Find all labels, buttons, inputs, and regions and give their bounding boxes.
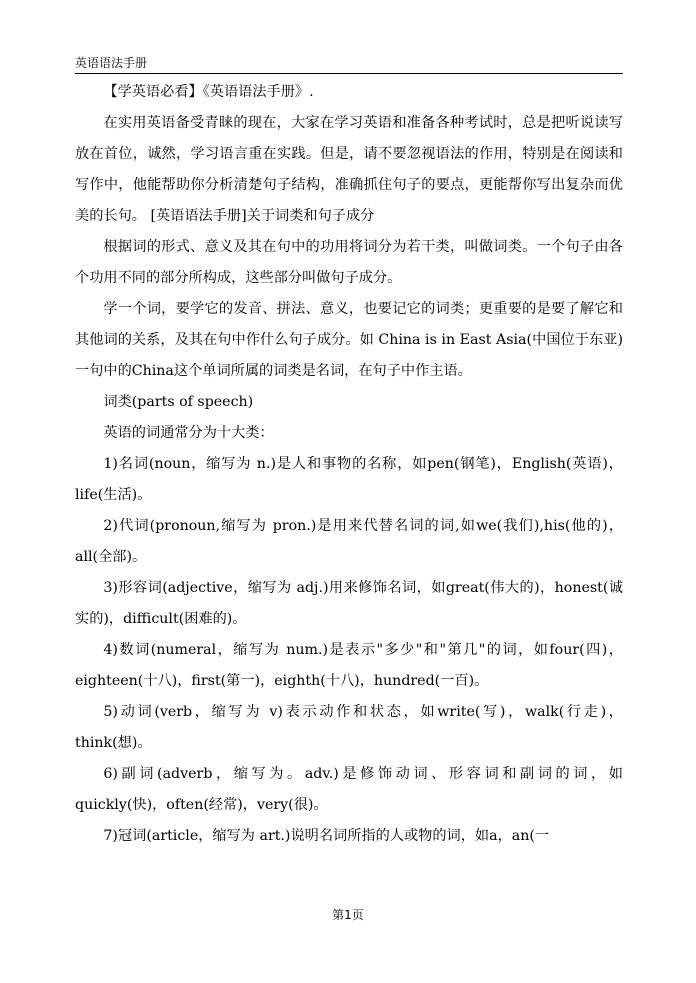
- list-item-adjective: 3)形容词(adjective，缩写为 adj.)用来修饰名词，如great(伟大的)，honest(诚实的)，difficult(困难的)。: [75, 580, 623, 627]
- body-text: [75, 77, 623, 852]
- list-item-verb: 5)动词(verb，缩写为 v)表示动作和状态，如write(写)，walk(行走)，think(想)。: [75, 704, 623, 751]
- paragraph-ten-classes: 英语的词通常分为十大类：: [103, 425, 274, 441]
- list-item-adverb: 6)副词(adverb，缩写为。adv.)是修饰动词、形容词和副词的词，如quickly(快)，often(经常)，very(很)。: [75, 766, 623, 813]
- list-item-pronoun: 2)代词(pronoun,缩写为 pron.)是用来代替名词的词,如we(我们),his(他的)，all(全部)。: [75, 518, 623, 565]
- page-number: 第1页: [332, 908, 364, 922]
- paragraph-word-classes: 根据词的形式、意义及其在句中的功用将词分为若干类，叫做词类。一个句子由各个功用不同的部分所构成，这些部分叫做句子成分。: [75, 239, 623, 286]
- paragraph-intro: 在实用英语备受青睐的现在，大家在学习英语和准备各种考试时，总是把听说读写放在首位，诚然，学习语言重在实践。但是，请不要忽视语法的作用，特别是在阅读和写作中，他能帮助你分析清楚句子结构，准确抓住句子的要点，更能帮你写出复杂而优美的长句。 [英语语法手册]关于词类和句子成分: [75, 115, 623, 224]
- header-title: 英语语法手册: [75, 56, 148, 70]
- list-item-article: 7)冠词(article，缩写为 art.)说明名词所指的人或物的词，如a，an(一: [103, 828, 550, 844]
- header-divider: [75, 73, 623, 74]
- paragraph-intro-title: 【学英语必看】《英语语法手册》.: [103, 84, 314, 100]
- section-heading-parts-of-speech: 词类(parts of speech): [103, 394, 254, 410]
- list-item-noun: 1)名词(noun，缩写为 n.)是人和事物的名称，如pen(钢笔)，English(英语)，life(生活)。: [75, 456, 623, 503]
- paragraph-learning-words: 学一个词，要学它的发音、拼法、意义，也要记它的词类；更重要的是要了解它和其他词的关系，及其在句中作什么句子成分。如 China is in East Asia(中国位于东亚)一句中的China这个单词所属的词类是名词，在句子中作主语。: [75, 301, 623, 379]
- list-item-numeral: 4)数词(numeral，缩写为 num.)是表示"多少"和"第几"的词，如four(四)，eighteen(十八)，first(第一)，eighth(十八)，hundred(一百)。: [75, 642, 623, 689]
